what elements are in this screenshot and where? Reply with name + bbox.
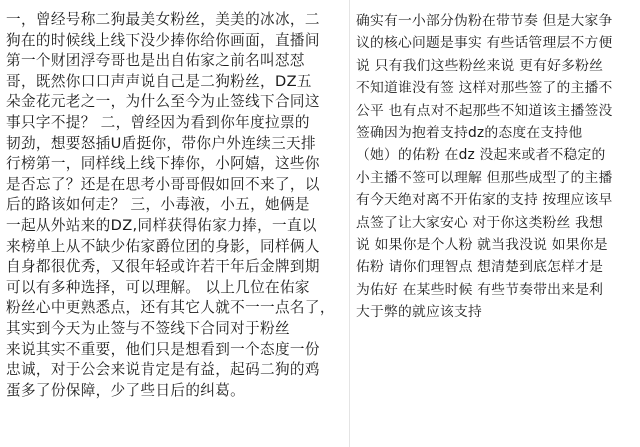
text-line: 一起从外站来的DZ,同样获得佑家力捧，一直以 — [6, 216, 317, 234]
text-line: 第一个财团浮夸哥也是出自佑家之前名叫怼怼 — [6, 52, 305, 70]
text-line: 确实有一小部分伪粉在带节奏 但是大家争 — [356, 13, 613, 29]
text-line: 行榜第一，同样线上线下捧你，小阿嬉，这些你 — [6, 155, 320, 173]
text-line: 说 只有我们这些粉丝来说 更有好多粉丝 — [356, 57, 604, 74]
text-line: 一，曾经号称二狗最美女粉丝，美美的冰冰，二 — [6, 11, 320, 28]
text-line: 公平 也有点对不起那些不知道该主播签没 — [356, 102, 613, 119]
text-line: 小主播不签可以理解 但那些成型了的主播 — [356, 169, 613, 186]
text-line: 为佑好 在某些时候 有些节奏带出来是利 — [356, 281, 604, 298]
text-line: 忠诚，对于公会来说肯定是有益，起码二狗的鸡 — [6, 361, 320, 379]
text-line: 说 如果你是个人粉 就当我没说 如果你是 — [356, 236, 608, 253]
text-line: 韧劲，想要怒插U盾挺你，带你户外连续三天排 — [6, 134, 316, 152]
text-line: 是否忘了？还是在思考小哥哥假如回不来了，以 — [6, 175, 320, 193]
text-line: 事只字不提？ 二，曾经因为看到你年度拉票的 — [6, 113, 310, 131]
text-line: 其实到今天为止签与不签线下合同对于粉丝 — [6, 319, 290, 337]
text-line: （她）的佑粉 在dz 没起来或者不稳定的 — [356, 147, 606, 164]
text-line: 哥，既然你口口声声说自己是二狗粉丝，DZ五 — [6, 72, 312, 90]
right-text-column — [356, 10, 636, 323]
text-line: 可以有多种选择，可以理解。 以上几位在佑家 — [6, 278, 310, 296]
text-line: 不知道谁没有签 这样对那些签了的主播不 — [356, 80, 613, 97]
text-line: 大于弊的就应该支持 — [356, 304, 482, 321]
text-line: 自身都很优秀，又很年轻或许若干年后金牌到期 — [6, 258, 320, 276]
text-line: 点签了让大家安心 对于你这类粉丝 我想 — [356, 214, 604, 231]
text-line: 粉丝心中更熟悉点，还有其它人就不一一点名了， — [6, 299, 335, 317]
text-line: 佑粉 请你们理智点 想清楚到底怎样才是 — [356, 259, 604, 276]
text-line: 狗在的时候线上线下没少捧你给你画面，直播间 — [6, 31, 320, 49]
column-divider — [349, 0, 350, 447]
text-line: 来说其实不重要，他们只是想看到一个态度一份 — [6, 340, 320, 358]
text-line: 议的核心问题是事实 有些话管理层不方便 — [356, 35, 613, 52]
text-line: 签确因为抱着支持dz的态度在支持他 — [356, 124, 583, 141]
left-text-column — [6, 10, 342, 401]
text-line: 朵金花元老之一，为什么至今为止签线下合同这 — [6, 93, 320, 111]
text-line: 蛋多了份保障，少了些日后的纠葛。 — [6, 381, 246, 399]
text-line: 后的路该如何走？ 三，小毒液，小五，她俩是 — [6, 196, 310, 214]
text-line: 来榜单上从不缺少佑家爵位团的身影，同样俩人 — [6, 237, 320, 255]
text-line: 有今天绝对离不开佑家的支持 按理应该早 — [356, 192, 613, 209]
